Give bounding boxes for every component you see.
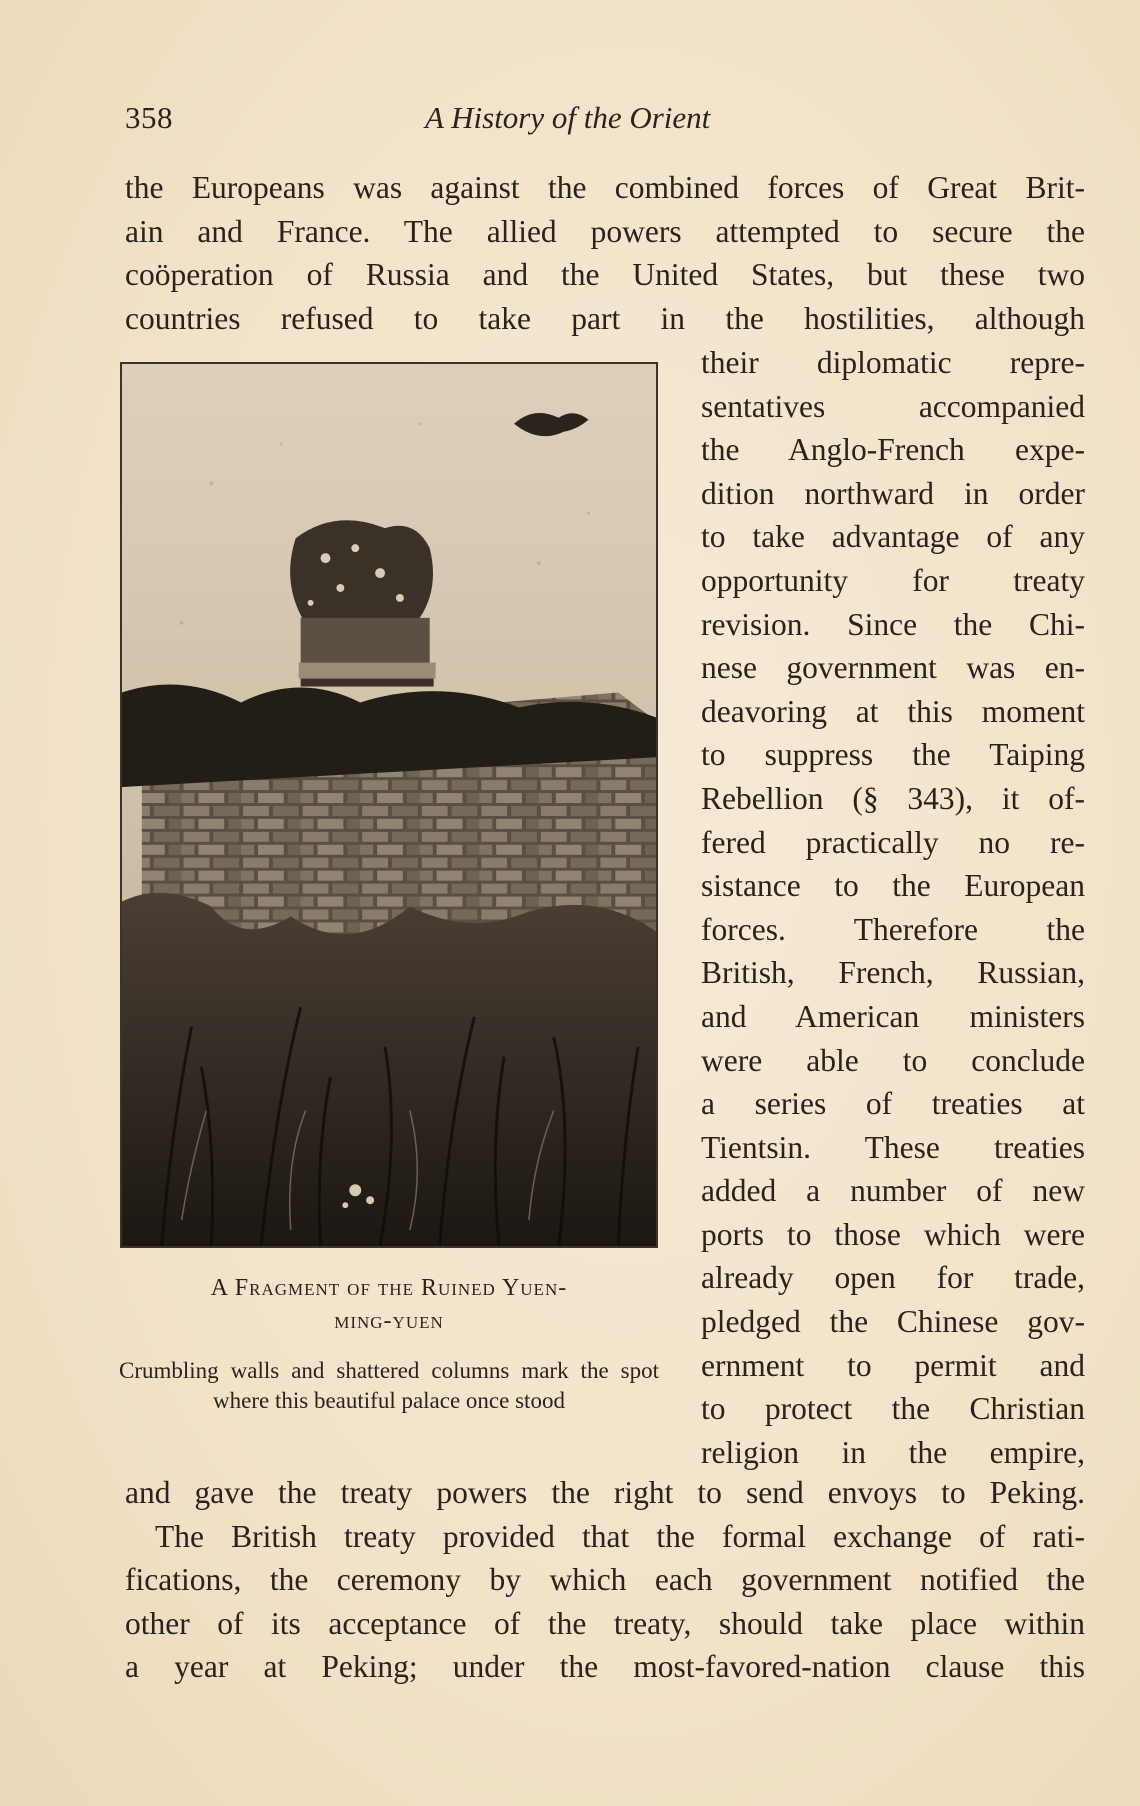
text-line: to suppress the Taiping [701, 737, 1085, 773]
text-line: ports to those which were [701, 1216, 1085, 1252]
ruined-column-photo [122, 364, 656, 1246]
text-line: ernment to permit and [701, 1347, 1085, 1383]
caption-description: Crumbling walls and shattered columns mark the spot where this beautiful palace once stood [119, 1358, 659, 1413]
text-line: pledged the Chinese gov- [701, 1304, 1085, 1340]
text-line: religion in the empire, [701, 1434, 1085, 1470]
text-line: to take advantage of any [701, 519, 1085, 555]
page-number: 358 [125, 100, 173, 135]
text-line: The British treaty provided that the formal exchange of rati- [155, 1518, 1085, 1554]
text-line: British, French, Russian, [701, 955, 1085, 991]
bottom-paragraph [125, 1471, 1085, 1689]
text-line: and gave the treaty powers the right to send envoys to Peking. [125, 1475, 1085, 1510]
text-line: ain and France. The allied powers attempted to secure the [125, 213, 1085, 249]
text-line: coöperation of Russia and the United States, but these two [125, 257, 1085, 293]
figure-photograph [120, 362, 658, 1248]
text-line: a year at Peking; under the most-favored-nation clause this [125, 1649, 1085, 1685]
text-line: Tientsin. These treaties [701, 1129, 1085, 1165]
right-column-text [701, 341, 1085, 1474]
text-line: the Anglo-French expe- [701, 432, 1085, 468]
text-line: a series of treaties at [701, 1086, 1085, 1122]
text-line: sistance to the European [701, 868, 1085, 904]
text-line: deavoring at this moment [701, 693, 1085, 729]
text-line: fered practically no re- [701, 824, 1085, 860]
text-line: revision. Since the Chi- [701, 606, 1085, 642]
running-head: A History of the Orient [425, 100, 711, 135]
text-line: to protect the Christian [701, 1391, 1085, 1427]
caption-title-line2: ming-yuen [334, 1308, 444, 1334]
text-line: the Europeans was against the combined forces of Great Brit- [125, 170, 1085, 205]
text-line: forces. Therefore the [701, 911, 1085, 947]
text-line: countries refused to take part in the hostilities, although [125, 300, 1085, 336]
text-line: sentatives accompanied [701, 388, 1085, 424]
text-line: opportunity for treaty [701, 562, 1085, 598]
text-line: Rebellion (§ 343), it of- [701, 780, 1085, 816]
text-line: already open for trade, [701, 1260, 1085, 1296]
page-header [125, 100, 1085, 148]
text-line: and American ministers [701, 998, 1085, 1034]
text-line: their diplomatic repre- [701, 345, 1085, 380]
text-line: nese government was en- [701, 650, 1085, 686]
text-line: dition northward in order [701, 475, 1085, 511]
figure-caption [115, 1272, 663, 1416]
text-line: added a number of new [701, 1173, 1085, 1209]
text-line: were able to conclude [701, 1042, 1085, 1078]
caption-title-line1: A Fragment of the Ruined Yuen- [210, 1275, 568, 1301]
text-line: other of its acceptance of the treaty, should take place within [125, 1605, 1085, 1641]
top-paragraph [125, 166, 1085, 340]
text-line: fications, the ceremony by which each government notified the [125, 1562, 1085, 1598]
